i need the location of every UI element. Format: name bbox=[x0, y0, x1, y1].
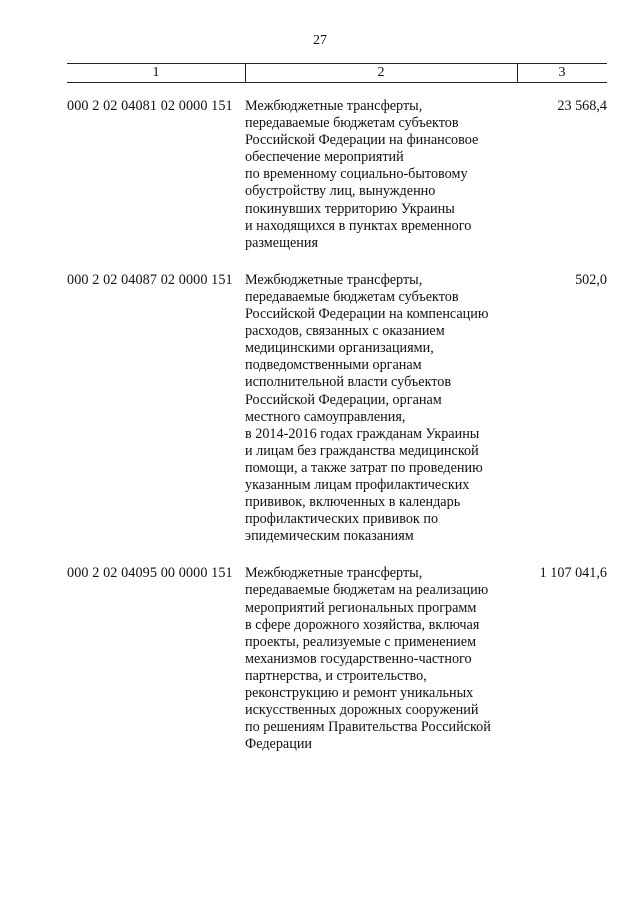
description-line: эпидемическим показаниям bbox=[245, 528, 414, 545]
description-line: партнерства, и строительство, bbox=[245, 667, 427, 684]
description-line: обустройству лиц, вынужденно bbox=[245, 183, 436, 200]
description-line: в 2014-2016 годах гражданам Украины bbox=[245, 425, 480, 442]
description-line: передаваемые бюджетам субъектов bbox=[245, 115, 459, 132]
description-line: передаваемые бюджетам субъектов bbox=[245, 288, 459, 305]
description-line: по временному социально-бытовому bbox=[245, 166, 468, 183]
description-line: местного самоуправления, bbox=[245, 408, 406, 425]
description-line: исполнительной власти субъектов bbox=[245, 374, 452, 391]
income-description bbox=[245, 565, 517, 753]
description-line: передаваемые бюджетам на реализацию bbox=[245, 582, 489, 599]
table-row bbox=[67, 98, 607, 252]
income-description bbox=[245, 272, 517, 546]
budget-code: 000 2 02 04081 02 0000 151 bbox=[67, 98, 233, 114]
description-line: Российской Федерации, органам bbox=[245, 391, 442, 408]
budget-code: 000 2 02 04087 02 0000 151 bbox=[67, 271, 233, 288]
table-body bbox=[67, 98, 607, 773]
amount-value: 502,0 bbox=[575, 271, 607, 288]
description-line: Российской Федерации на компенсацию bbox=[245, 306, 489, 323]
description-line: Российской Федерации на финансовое bbox=[245, 132, 479, 149]
description-line: и находящихся в пунктах временного bbox=[245, 217, 472, 234]
amount-value: 1 107 041,6 bbox=[539, 565, 607, 582]
table-header-bottom-rule bbox=[67, 82, 607, 83]
description-line: Межбюджетные трансферты, bbox=[245, 271, 423, 288]
description-line: покинувших территорию Украины bbox=[245, 200, 455, 217]
description-line: мероприятий региональных программ bbox=[245, 599, 477, 616]
description-line: помощи, а также затрат по проведению bbox=[245, 459, 483, 476]
description-line: обеспечение мероприятий bbox=[245, 149, 404, 166]
table-header-col-2: 2 bbox=[377, 65, 385, 80]
description-line: расходов, связанных с оказанием bbox=[245, 323, 445, 340]
description-line: медицинскими организациями, bbox=[245, 340, 434, 357]
description-line: подведомственными органам bbox=[245, 357, 422, 374]
table-row bbox=[67, 272, 607, 546]
description-line: по решениям Правительства Российской bbox=[245, 719, 491, 736]
description-line: механизмов государственно-частного bbox=[245, 650, 472, 667]
description-line: профилактических прививок по bbox=[245, 511, 439, 528]
description-line: указанным лицам профилактических bbox=[245, 476, 470, 493]
income-description bbox=[245, 98, 517, 252]
table-header-col-3: 3 bbox=[558, 65, 566, 80]
description-line: размещения bbox=[245, 234, 319, 251]
budget-code: 000 2 02 04095 00 0000 151 bbox=[67, 565, 233, 582]
description-line: в сфере дорожного хозяйства, включая bbox=[245, 616, 480, 633]
table-row bbox=[67, 565, 607, 753]
description-line: Межбюджетные трансферты, bbox=[245, 565, 423, 582]
table-header-col-1: 1 bbox=[152, 65, 160, 80]
description-line: проекты, реализуемые с применением bbox=[245, 633, 477, 650]
description-line: Федерации bbox=[245, 736, 313, 753]
page-number: 27 bbox=[313, 33, 327, 48]
description-line: и лицам без гражданства медицинской bbox=[245, 442, 479, 459]
description-line: реконструкцию и ремонт уникальных bbox=[245, 685, 474, 701]
description-line: прививок, включенных в календарь bbox=[245, 494, 461, 511]
description-line: Межбюджетные трансферты, bbox=[245, 98, 423, 114]
description-line: искусственных дорожных сооружений bbox=[245, 702, 479, 719]
amount-value: 23 568,4 bbox=[557, 98, 607, 114]
